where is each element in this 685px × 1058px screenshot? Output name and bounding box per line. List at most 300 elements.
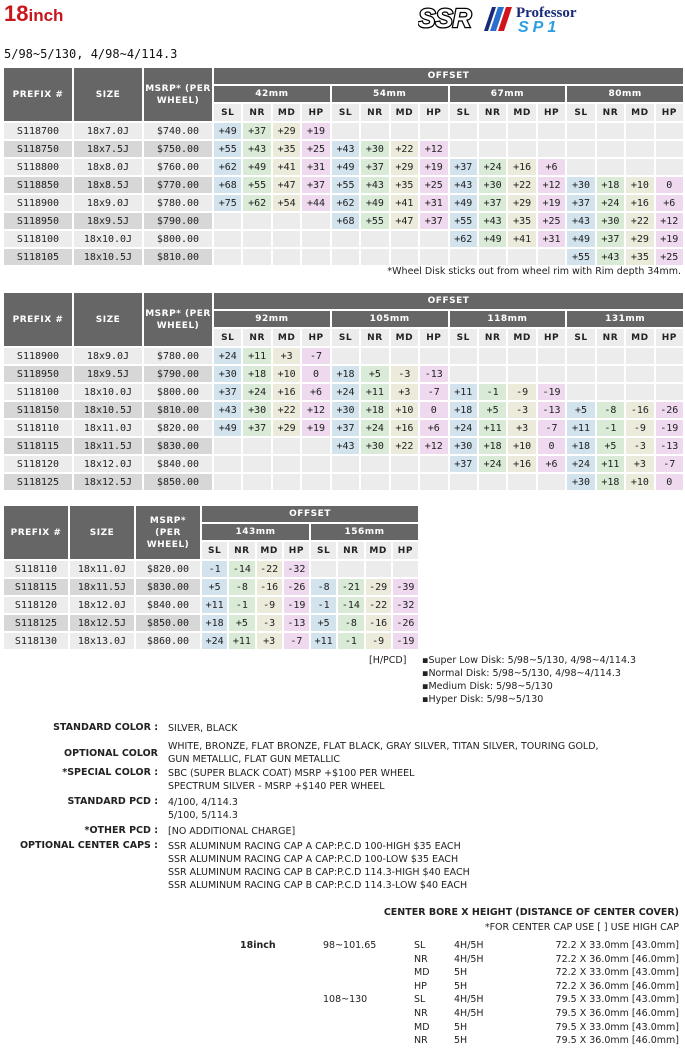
empty-cell — [450, 366, 477, 382]
prefix-cell: S118115 — [4, 579, 68, 595]
msrp-cell: $790.00 — [144, 366, 212, 382]
prefix-header: PREFIX # — [4, 68, 72, 121]
empty-cell — [391, 123, 418, 139]
hole-count: 5H — [454, 1035, 468, 1047]
offset-table-2 — [2, 291, 685, 492]
size-cell: 18x11.0J — [74, 420, 142, 436]
offset-value-cell: +37 — [243, 420, 270, 436]
spec-value-line: GUN METALLIC, FLAT GUN METALLIC — [168, 754, 341, 765]
offset-value-cell: +22 — [273, 402, 300, 418]
offset-value-cell: +18 — [479, 438, 506, 454]
table-row — [4, 177, 683, 193]
empty-cell — [361, 123, 388, 139]
disk-col-header: MD — [508, 104, 535, 121]
table-row — [4, 561, 418, 577]
offset-value-cell: +49 — [243, 159, 270, 175]
empty-cell — [243, 474, 270, 490]
offset-value-cell: +5 — [479, 402, 506, 418]
offset-value-cell: +18 — [597, 474, 624, 490]
hpcd-item: ▪Super Low Disk: 5/98~5/130, 4/98~4/114.3 — [422, 655, 637, 666]
prefix-cell: S118100 — [4, 231, 72, 247]
prefix-header: PREFIX # — [4, 293, 72, 346]
size-cell: 18x12.5J — [70, 615, 134, 631]
offset-group-header: 42mm — [214, 86, 330, 102]
offset-value-cell: +12 — [538, 177, 565, 193]
pcd-summary: 5/98~5/130, 4/98~4/114.3 — [4, 47, 178, 61]
offset-value-cell: +37 — [361, 159, 388, 175]
empty-cell — [338, 561, 363, 577]
offset-header: OFFSET — [214, 68, 683, 84]
disk-col-header: SL — [567, 104, 594, 121]
offset-value-cell: +12 — [420, 438, 447, 454]
msrp-cell: $770.00 — [144, 177, 212, 193]
empty-cell — [567, 141, 594, 157]
size-cell: 18x13.0J — [70, 633, 134, 649]
spec-value-line: [NO ADDITIONAL CHARGE] — [168, 826, 296, 837]
offset-group-header: 80mm — [567, 86, 683, 102]
offset-value-cell: -13 — [656, 438, 683, 454]
offset-value-cell: +10 — [626, 177, 653, 193]
empty-cell — [214, 438, 241, 454]
offset-value-cell: -16 — [366, 615, 391, 631]
offset-value-cell: +43 — [214, 402, 241, 418]
empty-cell — [656, 366, 683, 382]
offset-value-cell: +16 — [508, 159, 535, 175]
disk-col-header: NR — [479, 329, 506, 346]
offset-value-cell: +62 — [214, 159, 241, 175]
empty-cell — [626, 141, 653, 157]
offset-value-cell: -3 — [257, 615, 282, 631]
table-row — [4, 348, 683, 364]
offset-value-cell: +55 — [567, 249, 594, 265]
table-row — [4, 159, 683, 175]
offset-value-cell: +24 — [597, 195, 624, 211]
offset-value-cell: +5 — [202, 579, 227, 595]
disk-type: NR — [414, 1035, 428, 1047]
size-cell: 18x8.0J — [74, 159, 142, 175]
spec-key: *SPECIAL COLOR : — [62, 767, 158, 778]
offset-value-cell: +11 — [479, 420, 506, 436]
msrp-header: MSRP* (PER WHEEL) — [144, 293, 212, 346]
offset-group-header: 156mm — [311, 524, 418, 540]
offset-value-cell: +29 — [508, 195, 535, 211]
empty-cell — [214, 213, 241, 229]
size-cell: 18x9.0J — [74, 348, 142, 364]
offset-value-cell: +22 — [391, 438, 418, 454]
offset-value-cell: +6 — [420, 420, 447, 436]
table-row — [4, 384, 683, 400]
offset-value-cell: +31 — [302, 159, 329, 175]
offset-value-cell: +30 — [361, 141, 388, 157]
offset-value-cell: -19 — [284, 597, 309, 613]
offset-value-cell: +24 — [202, 633, 227, 649]
prefix-cell: S118120 — [4, 597, 68, 613]
offset-value-cell: +44 — [302, 195, 329, 211]
msrp-cell: $740.00 — [144, 123, 212, 139]
msrp-cell: $850.00 — [144, 474, 212, 490]
empty-cell — [508, 474, 535, 490]
offset-value-cell: -1 — [229, 597, 254, 613]
disk-col-header: NR — [479, 104, 506, 121]
table-row — [4, 420, 683, 436]
disk-col-header: NR — [361, 104, 388, 121]
offset-value-cell: +25 — [656, 249, 683, 265]
empty-cell — [332, 231, 359, 247]
disk-col-header: MD — [273, 329, 300, 346]
empty-cell — [420, 474, 447, 490]
offset-value-cell: 0 — [656, 474, 683, 490]
offset-value-cell: +37 — [567, 195, 594, 211]
msrp-cell: $820.00 — [136, 561, 200, 577]
offset-value-cell: +12 — [656, 213, 683, 229]
offset-value-cell: +18 — [243, 366, 270, 382]
offset-value-cell: -22 — [257, 561, 282, 577]
prefix-cell: S118130 — [4, 633, 68, 649]
empty-cell — [273, 231, 300, 247]
empty-cell — [214, 249, 241, 265]
spec-value-line: 5/100, 5/114.3 — [168, 810, 238, 821]
offset-value-cell: +5 — [311, 615, 336, 631]
offset-value-cell: +30 — [479, 177, 506, 193]
size-cell: 18x11.0J — [70, 561, 134, 577]
offset-value-cell: +41 — [391, 195, 418, 211]
offset-value-cell: +29 — [273, 420, 300, 436]
offset-value-cell: +3 — [257, 633, 282, 649]
offset-value-cell: +11 — [450, 384, 477, 400]
prefix-cell: S118900 — [4, 348, 72, 364]
msrp-cell: $860.00 — [136, 633, 200, 649]
offset-value-cell: +49 — [479, 231, 506, 247]
empty-cell — [567, 123, 594, 139]
offset-value-cell: -1 — [338, 633, 363, 649]
spec-value — [168, 722, 237, 735]
empty-cell — [214, 231, 241, 247]
offset-value-cell: +22 — [508, 177, 535, 193]
empty-cell — [597, 141, 624, 157]
disk-col-header: MD — [626, 104, 653, 121]
hole-count: 4H/5H — [454, 940, 484, 951]
empty-cell — [450, 348, 477, 364]
empty-cell — [420, 348, 447, 364]
offset-value-cell: -14 — [338, 597, 363, 613]
prefix-cell: S118750 — [4, 141, 72, 157]
offset-value-cell: +11 — [597, 456, 624, 472]
empty-cell — [243, 456, 270, 472]
offset-value-cell: -22 — [366, 597, 391, 613]
msrp-cell: $840.00 — [144, 456, 212, 472]
center-bore-row — [0, 981, 685, 995]
empty-cell — [391, 474, 418, 490]
offset-value-cell: +75 — [214, 195, 241, 211]
page-title: 18inch — [4, 1, 64, 26]
offset-value-cell: -9 — [257, 597, 282, 613]
offset-value-cell: +12 — [302, 402, 329, 418]
empty-cell — [567, 159, 594, 175]
table-row — [4, 615, 418, 631]
offset-value-cell: +19 — [302, 123, 329, 139]
offset-value-cell: +25 — [420, 177, 447, 193]
table-row — [4, 249, 683, 265]
hole-count: 5H — [454, 980, 468, 992]
empty-cell — [508, 348, 535, 364]
empty-cell — [508, 249, 535, 265]
offset-value-cell: +30 — [567, 177, 594, 193]
disk-col-header: SL — [332, 329, 359, 346]
disk-col-header: HP — [656, 104, 683, 121]
spec-value-line: SSR ALUMINUM RACING CAP A CAP:P.C.D 100-HIGH $35 EACH — [168, 841, 461, 852]
bore-dimension: 72.2 X 33.0mm [43.0mm] — [555, 940, 679, 951]
bore-dimension: 72.2 X 36.0mm [46.0mm] — [555, 980, 679, 992]
empty-cell — [626, 123, 653, 139]
offset-value-cell: -8 — [311, 579, 336, 595]
size-header: SIZE — [74, 293, 142, 346]
offset-value-cell: +35 — [273, 141, 300, 157]
disk-type: HP — [414, 980, 427, 992]
wheel-disk-footnote: *Wheel Disk sticks out from wheel rim with Rim depth 34mm. — [387, 266, 681, 277]
offset-value-cell: -13 — [538, 402, 565, 418]
disk-col-header: SL — [450, 104, 477, 121]
disk-col-header: NR — [243, 104, 270, 121]
prefix-cell: S118850 — [4, 177, 72, 193]
msrp-cell: $830.00 — [136, 579, 200, 595]
offset-value-cell: +18 — [202, 615, 227, 631]
empty-cell — [538, 249, 565, 265]
offset-group-header: 131mm — [567, 311, 683, 327]
empty-cell — [656, 123, 683, 139]
offset-value-cell: +37 — [450, 159, 477, 175]
spec-value-line: SSR ALUMINUM RACING CAP A CAP:P.C.D 100-LOW $35 EACH — [168, 854, 459, 865]
prefix-cell: S118105 — [4, 249, 72, 265]
offset-value-cell: 0 — [656, 177, 683, 193]
offset-value-cell: +24 — [567, 456, 594, 472]
offset-value-cell: +29 — [273, 123, 300, 139]
offset-group-header: 143mm — [202, 524, 309, 540]
spec-value-line: WHITE, BRONZE, FLAT BRONZE, FLAT BLACK, GRAY SILVER, TITAN SILVER, TOURING GOLD, — [168, 741, 599, 752]
disk-col-header: MD — [391, 329, 418, 346]
table-row — [4, 438, 683, 454]
empty-cell — [391, 456, 418, 472]
offset-value-cell: +43 — [597, 249, 624, 265]
offset-header: OFFSET — [202, 506, 418, 522]
pcd-range: 98~101.65 — [323, 940, 377, 951]
offset-value-cell: +43 — [243, 141, 270, 157]
offset-group-header: 105mm — [332, 311, 448, 327]
disk-type: SL — [414, 994, 426, 1006]
empty-cell — [479, 141, 506, 157]
hpcd-item: ▪Hyper Disk: 5/98~5/130 — [422, 694, 544, 705]
spec-key: STANDARD PCD : — [67, 796, 158, 807]
offset-value-cell: +49 — [214, 420, 241, 436]
offset-value-cell: -1 — [311, 597, 336, 613]
empty-cell — [626, 384, 653, 400]
prefix-cell: S118125 — [4, 474, 72, 490]
empty-cell — [273, 456, 300, 472]
empty-cell — [420, 456, 447, 472]
disk-col-header: NR — [597, 329, 624, 346]
spec-value — [168, 740, 599, 766]
offset-value-cell: +43 — [450, 177, 477, 193]
spec-key: STANDARD COLOR : — [53, 722, 158, 733]
offset-value-cell: +31 — [420, 195, 447, 211]
offset-value-cell: +11 — [229, 633, 254, 649]
prefix-cell: S118150 — [4, 402, 72, 418]
prefix-cell: S118120 — [4, 456, 72, 472]
offset-value-cell: 0 — [302, 366, 329, 382]
table-row — [4, 123, 683, 139]
table-row — [4, 456, 683, 472]
empty-cell — [366, 561, 391, 577]
empty-cell — [656, 159, 683, 175]
offset-group-header: 118mm — [450, 311, 566, 327]
offset-value-cell: +5 — [597, 438, 624, 454]
spec-key: OPTIONAL CENTER CAPS : — [19, 840, 158, 851]
offset-value-cell: -7 — [284, 633, 309, 649]
size-header: SIZE — [70, 506, 134, 559]
svg-text:SP1: SP1 — [518, 19, 561, 33]
spec-value — [168, 796, 238, 822]
empty-cell — [393, 561, 418, 577]
msrp-cell: $800.00 — [144, 231, 212, 247]
offset-value-cell: +25 — [302, 141, 329, 157]
msrp-cell: $810.00 — [144, 402, 212, 418]
spec-value-line: SPECTRUM SILVER - MSRP +$140 PER WHEEL — [168, 781, 385, 792]
disk-col-header: SL — [311, 542, 336, 559]
table-row — [4, 597, 418, 613]
hole-count: 5H — [454, 967, 468, 979]
size-cell: 18x7.5J — [74, 141, 142, 157]
prefix-cell: S118950 — [4, 213, 72, 229]
offset-value-cell: +55 — [214, 141, 241, 157]
msrp-cell: $780.00 — [144, 348, 212, 364]
offset-value-cell: +3 — [508, 420, 535, 436]
offset-value-cell: +37 — [243, 123, 270, 139]
offset-value-cell: -9 — [626, 420, 653, 436]
empty-cell — [311, 561, 336, 577]
offset-value-cell: -1 — [479, 384, 506, 400]
offset-value-cell: +3 — [391, 384, 418, 400]
offset-value-cell: -9 — [508, 384, 535, 400]
empty-cell — [420, 231, 447, 247]
empty-cell — [243, 438, 270, 454]
offset-value-cell: +43 — [361, 177, 388, 193]
spec-value — [168, 767, 414, 793]
offset-value-cell: +55 — [332, 177, 359, 193]
disk-col-header: MD — [626, 329, 653, 346]
offset-value-cell: +24 — [450, 420, 477, 436]
center-bore-row — [0, 967, 685, 981]
empty-cell — [508, 141, 535, 157]
disk-col-header: MD — [508, 329, 535, 346]
empty-cell — [479, 123, 506, 139]
spec-value-line: 4/100, 4/114.3 — [168, 797, 238, 808]
offset-value-cell: +29 — [626, 231, 653, 247]
offset-value-cell: -9 — [366, 633, 391, 649]
offset-value-cell: +5 — [361, 366, 388, 382]
empty-cell — [538, 366, 565, 382]
offset-value-cell: +24 — [479, 159, 506, 175]
empty-cell — [508, 123, 535, 139]
bore-dimension: 72.2 X 33.0mm [43.0mm] — [555, 967, 679, 979]
disk-col-header: NR — [597, 104, 624, 121]
center-bore-row — [0, 994, 685, 1008]
offset-value-cell: +16 — [508, 456, 535, 472]
hole-count: 4H/5H — [454, 1008, 484, 1019]
msrp-cell: $830.00 — [144, 438, 212, 454]
offset-group-header: 54mm — [332, 86, 448, 102]
offset-table-3 — [2, 504, 420, 651]
prefix-cell: S118800 — [4, 159, 72, 175]
offset-value-cell: -7 — [656, 456, 683, 472]
disk-col-header: HP — [420, 104, 447, 121]
offset-value-cell: +11 — [202, 597, 227, 613]
prefix-cell: S118900 — [4, 195, 72, 211]
offset-value-cell: +41 — [508, 231, 535, 247]
hole-count: 4H/5H — [454, 994, 484, 1006]
disk-col-header: HP — [538, 329, 565, 346]
prefix-cell: S118110 — [4, 420, 72, 436]
empty-cell — [273, 249, 300, 265]
svg-text:Professor: Professor — [516, 5, 577, 21]
offset-value-cell: +30 — [214, 366, 241, 382]
offset-value-cell: +30 — [361, 438, 388, 454]
disk-type: SL — [414, 940, 426, 951]
empty-cell — [302, 249, 329, 265]
msrp-cell: $790.00 — [144, 213, 212, 229]
empty-cell — [243, 213, 270, 229]
empty-cell — [597, 366, 624, 382]
offset-value-cell: +10 — [508, 438, 535, 454]
empty-cell — [656, 348, 683, 364]
offset-value-cell: +19 — [302, 420, 329, 436]
offset-table-1 — [2, 66, 685, 267]
msrp-cell: $840.00 — [136, 597, 200, 613]
empty-cell — [479, 366, 506, 382]
empty-cell — [332, 474, 359, 490]
center-bore-size: 18inch — [240, 940, 276, 951]
offset-value-cell: +24 — [332, 384, 359, 400]
disk-col-header: SL — [332, 104, 359, 121]
prefix-cell: S118950 — [4, 366, 72, 382]
empty-cell — [361, 231, 388, 247]
offset-value-cell: +5 — [567, 402, 594, 418]
offset-value-cell: +35 — [626, 249, 653, 265]
empty-cell — [538, 141, 565, 157]
disk-col-header: HP — [284, 542, 309, 559]
disk-col-header: SL — [214, 329, 241, 346]
disk-col-header: HP — [393, 542, 418, 559]
offset-value-cell: -16 — [626, 402, 653, 418]
center-bore-row — [0, 940, 685, 954]
offset-value-cell: +22 — [391, 141, 418, 157]
offset-value-cell: +47 — [391, 213, 418, 229]
spec-value — [168, 825, 295, 838]
offset-value-cell: +16 — [391, 420, 418, 436]
offset-value-cell: -7 — [420, 384, 447, 400]
disk-col-header: NR — [361, 329, 388, 346]
hole-count: 5H — [454, 1021, 468, 1033]
spec-value-line: SSR ALUMINUM RACING CAP B CAP:P.C.D 114.3-HIGH $40 EACH — [168, 867, 470, 878]
center-bore-row — [0, 1035, 685, 1049]
offset-value-cell: +11 — [243, 348, 270, 364]
empty-cell — [273, 474, 300, 490]
empty-cell — [214, 456, 241, 472]
offset-value-cell: +30 — [450, 438, 477, 454]
offset-value-cell: +43 — [332, 438, 359, 454]
empty-cell — [243, 231, 270, 247]
offset-value-cell: -8 — [229, 579, 254, 595]
table-row — [4, 579, 418, 595]
offset-value-cell: -13 — [284, 615, 309, 631]
